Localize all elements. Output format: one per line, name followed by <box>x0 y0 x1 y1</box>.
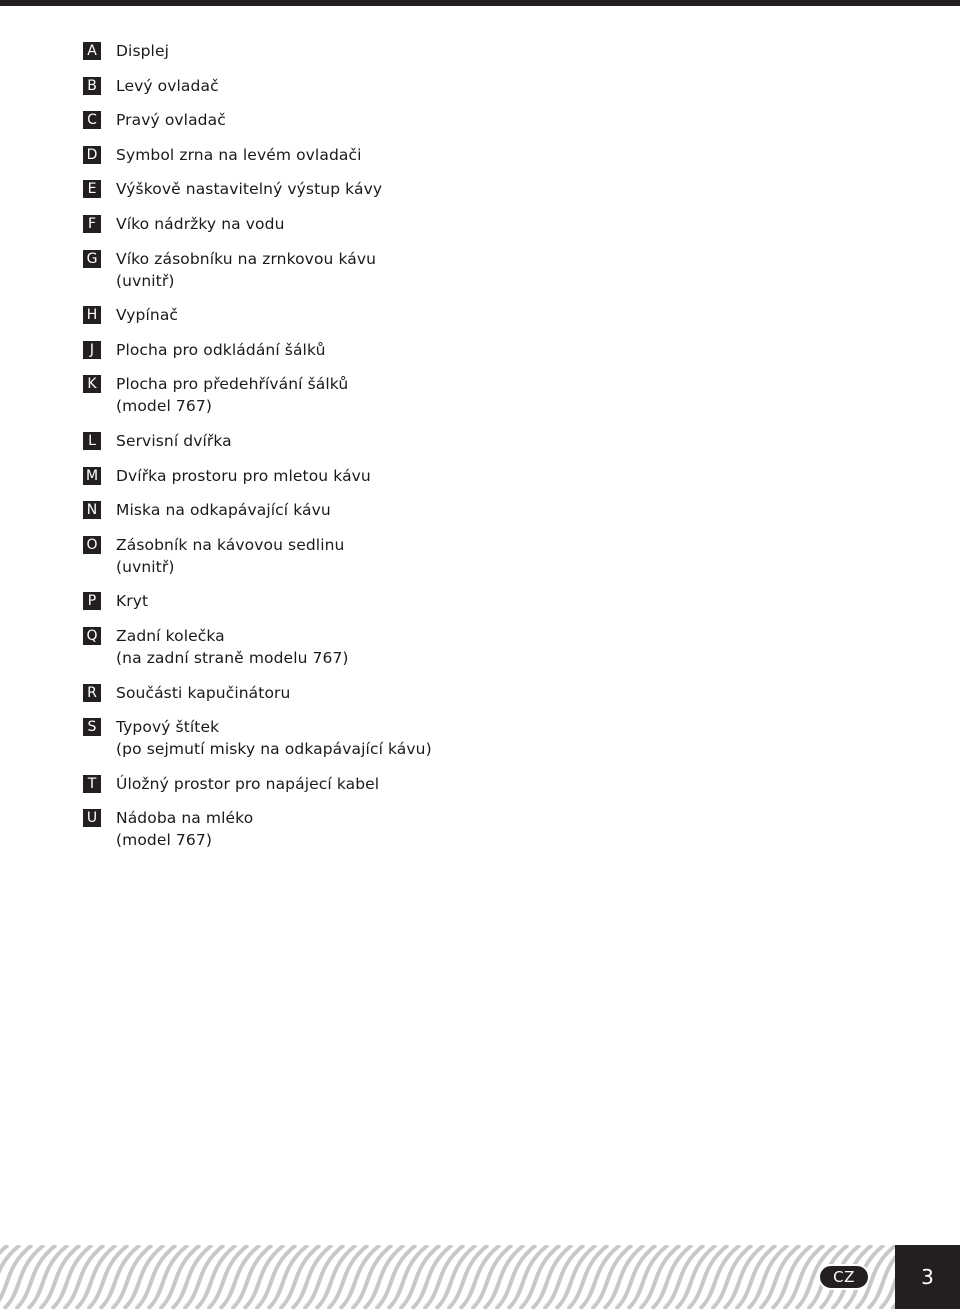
legend-label: Miska na odkapávající kávu <box>116 501 331 520</box>
legend-item <box>83 144 603 166</box>
legend-label: Úložný prostor pro napájecí kabel <box>116 774 380 793</box>
legend-text <box>116 430 232 452</box>
legend-letter: J <box>83 341 101 359</box>
legend-letter: O <box>83 536 101 554</box>
legend-label: Servisní dvířka <box>116 431 232 450</box>
legend-letter: R <box>83 684 101 702</box>
legend-text <box>116 625 349 669</box>
legend-letter: F <box>83 215 101 233</box>
legend-label: Součásti kapučinátoru <box>116 683 291 702</box>
legend-text <box>116 178 382 200</box>
page-footer <box>0 1245 960 1309</box>
legend-sublabel: (uvnitř) <box>116 271 175 290</box>
legend-sublabel: (na zadní straně modelu 767) <box>116 648 349 667</box>
legend-item <box>83 682 603 704</box>
legend-label: Dvířka prostoru pro mletou kávu <box>116 466 371 485</box>
legend-item <box>83 807 603 851</box>
legend-label: Výškově nastavitelný výstup kávy <box>116 180 383 199</box>
legend-letter: L <box>83 432 101 450</box>
wave-pattern-graphic <box>0 1245 895 1309</box>
legend-letter: S <box>83 718 101 736</box>
legend-text <box>116 248 376 292</box>
legend-item <box>83 590 603 612</box>
legend-text <box>116 682 290 704</box>
legend-label: Víko nádržky na vodu <box>116 214 285 233</box>
legend-letter: G <box>83 250 101 268</box>
legend-label: Víko zásobníku na zrnkovou kávu <box>116 249 377 268</box>
legend-label: Pravý ovladač <box>116 111 226 130</box>
legend-text <box>116 534 344 578</box>
legend-text <box>116 499 331 521</box>
legend-item <box>83 499 603 521</box>
legend-item <box>83 339 603 361</box>
legend-item <box>83 773 603 795</box>
top-rule <box>0 0 960 6</box>
legend-item <box>83 534 603 578</box>
legend-letter: K <box>83 375 101 393</box>
legend-sublabel: (uvnitř) <box>116 557 175 576</box>
legend-label: Displej <box>116 42 170 60</box>
parts-legend <box>83 40 603 864</box>
legend-sublabel: (model 767) <box>116 831 212 850</box>
legend-text <box>116 144 362 166</box>
legend-label: Symbol zrna na levém ovladači <box>116 145 362 164</box>
legend-label: Vypínač <box>116 306 179 325</box>
legend-letter: U <box>83 809 101 827</box>
wave-pattern <box>0 1245 895 1309</box>
legend-letter: M <box>83 467 101 485</box>
legend-item <box>83 213 603 235</box>
page-number: 3 <box>895 1245 960 1309</box>
legend-label: Kryt <box>116 592 149 611</box>
wave-stripe <box>0 1245 32 1309</box>
legend-item <box>83 304 603 326</box>
legend-letter: D <box>83 146 101 164</box>
legend-text <box>116 213 285 235</box>
legend-letter: B <box>83 77 101 95</box>
legend-label: Plocha pro předehřívání šálků <box>116 375 349 394</box>
legend-text <box>116 304 178 326</box>
legend-letter: Q <box>83 627 101 645</box>
legend-label: Plocha pro odkládání šálků <box>116 340 326 359</box>
legend-text <box>116 109 226 131</box>
legend-text <box>116 373 348 417</box>
legend-text <box>116 75 219 97</box>
legend-letter: H <box>83 306 101 324</box>
legend-label: Zadní kolečka <box>116 626 225 645</box>
legend-item <box>83 716 603 760</box>
legend-sublabel: (po sejmutí misky na odkapávající kávu) <box>116 740 432 759</box>
legend-letter: N <box>83 501 101 519</box>
legend-text <box>116 773 379 795</box>
legend-item <box>83 40 603 62</box>
legend-item <box>83 75 603 97</box>
legend-sublabel: (model 767) <box>116 397 212 416</box>
legend-item <box>83 430 603 452</box>
legend-letter: T <box>83 775 101 793</box>
legend-item <box>83 373 603 417</box>
legend-letter: C <box>83 111 101 129</box>
legend-label: Nádoba na mléko <box>116 809 254 828</box>
legend-letter: P <box>83 592 101 610</box>
legend-text <box>116 40 169 62</box>
legend-item <box>83 178 603 200</box>
legend-item <box>83 248 603 292</box>
legend-text <box>116 716 432 760</box>
legend-item <box>83 109 603 131</box>
legend-label: Typový štítek <box>116 718 220 737</box>
language-badge: CZ <box>818 1264 870 1290</box>
legend-text <box>116 465 371 487</box>
legend-label: Levý ovladač <box>116 76 219 95</box>
legend-text <box>116 339 326 361</box>
legend-label: Zásobník na kávovou sedlinu <box>116 535 345 554</box>
legend-text <box>116 590 148 612</box>
legend-letter: A <box>83 42 101 60</box>
legend-letter: E <box>83 180 101 198</box>
legend-text <box>116 807 253 851</box>
legend-item <box>83 465 603 487</box>
legend-item <box>83 625 603 669</box>
